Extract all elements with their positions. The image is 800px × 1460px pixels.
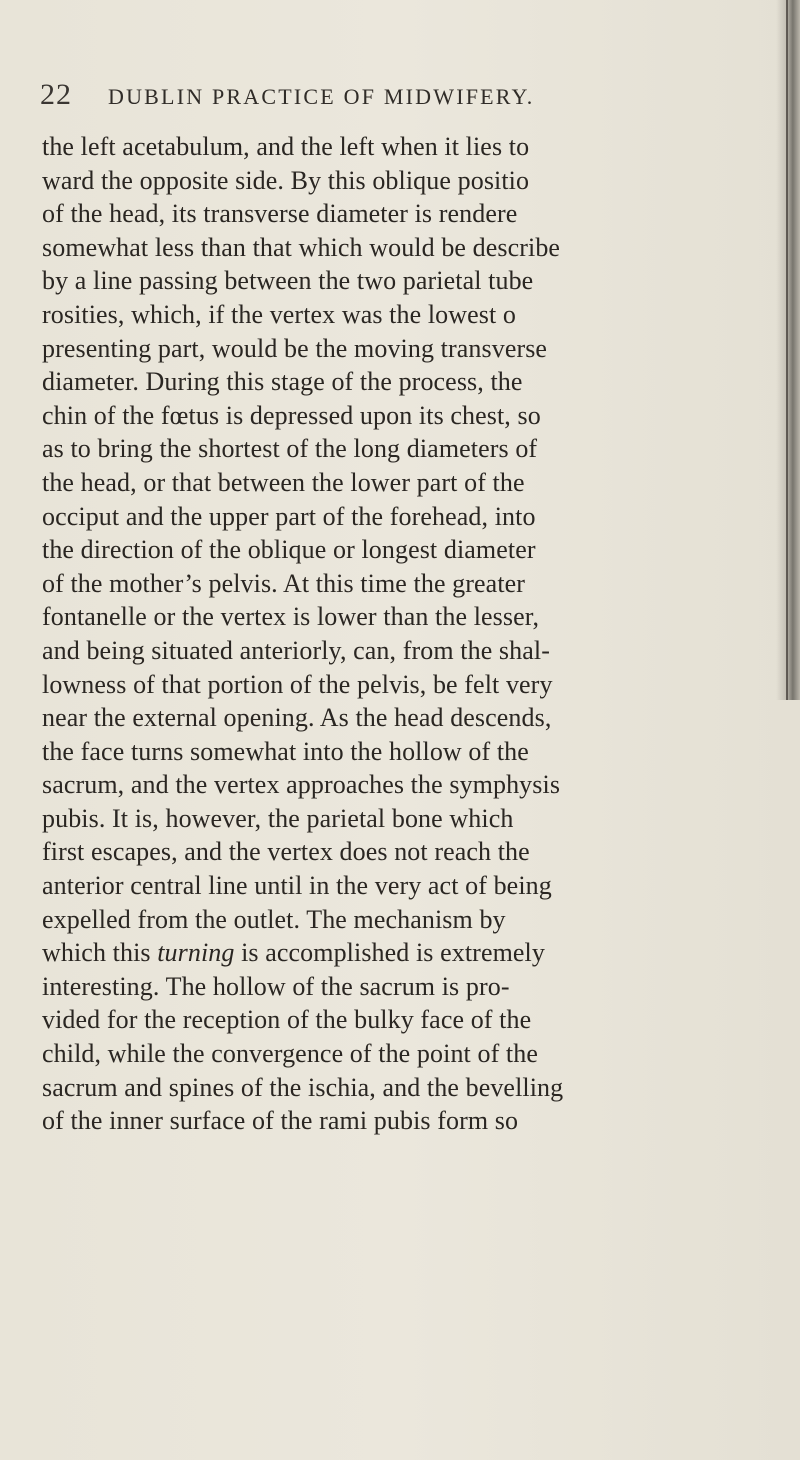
text-line: of the head, its transverse diameter is rendere <box>42 199 518 229</box>
text-segment: which this <box>42 938 158 968</box>
running-header <box>40 78 760 118</box>
page-number: 22 <box>40 78 72 111</box>
text-line: and being situated anteriorly, can, from the shal- <box>42 635 550 665</box>
text-segment: is accomplished is extremely <box>234 938 545 968</box>
text-line: diameter. During this stage of the process, the <box>42 367 523 397</box>
text-line: first escapes, and the vertex does not reach the <box>42 837 530 867</box>
text-line: sacrum and spines of the ischia, and the bevelling <box>42 1072 564 1102</box>
text-line: vided for the reception of the bulky face of the <box>42 1005 532 1035</box>
text-line: lowness of that portion of the pelvis, be felt very <box>42 669 553 699</box>
text-line: anterior central line until in the very act of being <box>42 871 552 901</box>
text-line: presenting part, would be the moving transverse <box>42 333 548 363</box>
italic-term: turning <box>157 938 235 968</box>
text-line: somewhat less than that which would be describe <box>42 232 561 262</box>
text-line <box>42 936 794 970</box>
text-line: the direction of the oblique or longest diameter <box>42 535 536 565</box>
text-line: ward the opposite side. By this oblique positio <box>42 165 530 195</box>
text-line: the face turns somewhat into the hollow of the <box>42 736 529 766</box>
text-line: occiput and the upper part of the forehead, into <box>42 501 536 531</box>
text-line: fontanelle or the vertex is lower than the lesser, <box>42 602 540 632</box>
text-line: of the inner surface of the rami pubis form so <box>42 1106 519 1136</box>
text-line: by a line passing between the two parietal tube <box>42 266 534 296</box>
text-line: rosities, which, if the vertex was the lowest o <box>42 299 517 329</box>
body-paragraph <box>42 130 794 1138</box>
text-line: the left acetabulum, and the left when it lies to <box>42 132 530 161</box>
text-line: the head, or that between the lower part of the <box>42 467 525 497</box>
running-title: DUBLIN PRACTICE OF MIDWIFERY. <box>108 84 535 109</box>
text-line: expelled from the outlet. The mechanism by <box>42 904 506 934</box>
text-line: sacrum, and the vertex approaches the symphysis <box>42 770 561 800</box>
text-line: of the mother’s pelvis. At this time the greater <box>42 568 526 598</box>
text-line: interesting. The hollow of the sacrum is pro- <box>42 971 510 1001</box>
text-line: child, while the convergence of the point of the <box>42 1039 538 1069</box>
text-line: chin of the fœtus is depressed upon its chest, so <box>42 400 541 430</box>
text-line: near the external opening. As the head descends, <box>42 703 552 733</box>
text-line: pubis. It is, however, the parietal bone which <box>42 803 514 833</box>
text-line: as to bring the shortest of the long diameters of <box>42 434 538 464</box>
